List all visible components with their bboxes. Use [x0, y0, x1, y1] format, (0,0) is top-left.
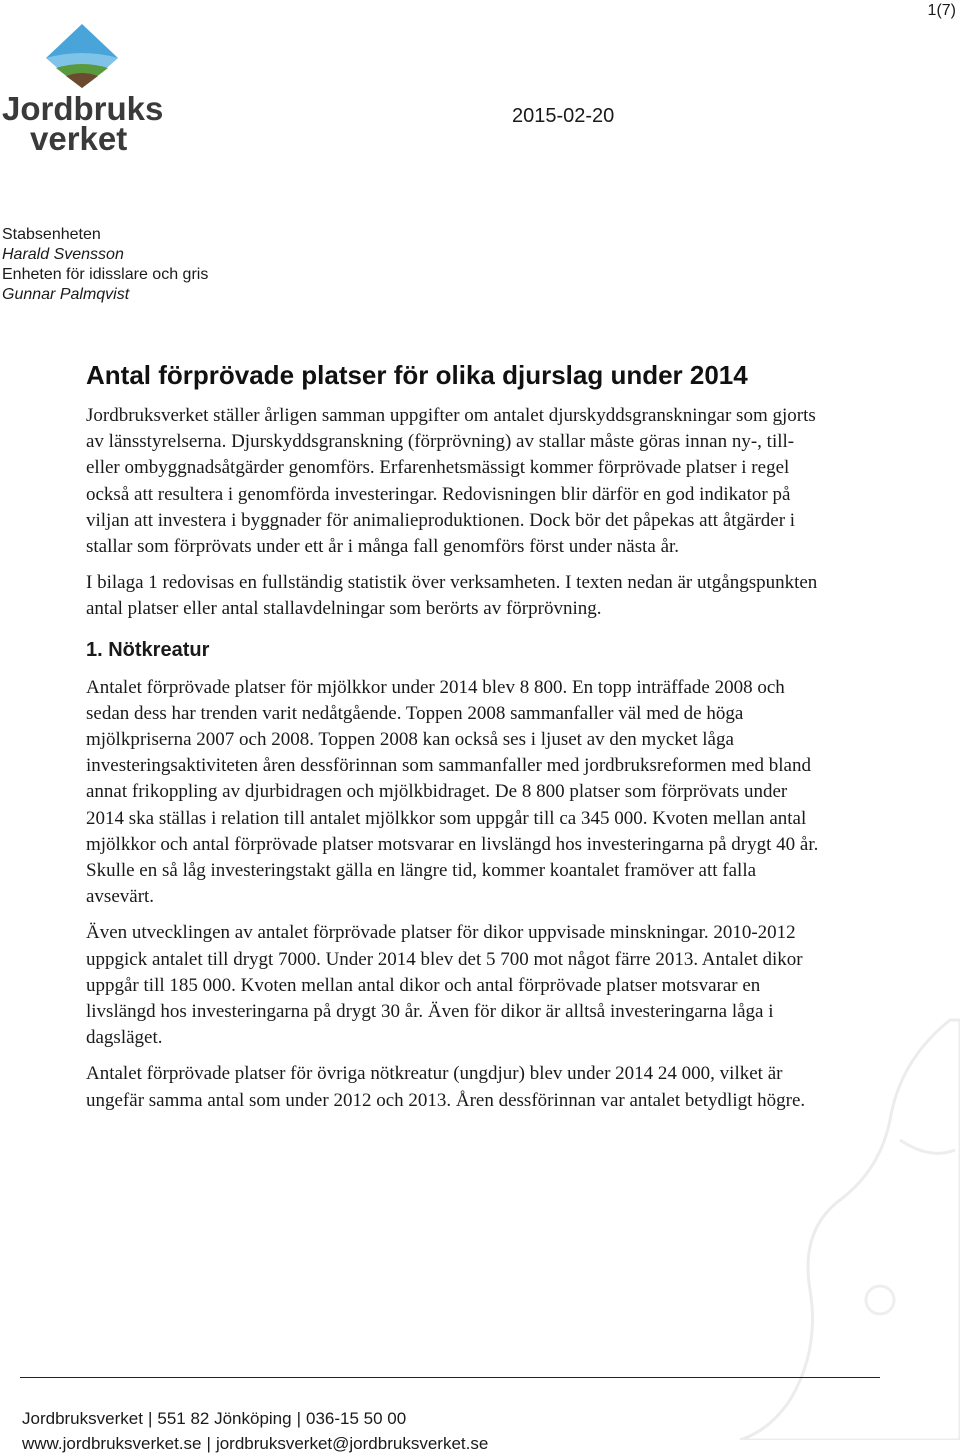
sender-person-2: Gunnar Palmqvist — [2, 286, 130, 303]
paragraph-intro: Jordbruksverket ställer årligen samman uppgifter om antalet djurskyddsgranskningar som gjorts av länsstyrelserna. Djurskyddsgranskning (förprövning) av stallar måste göras innan ny-, till- eller ombyggnadsåtgärder genomförs. Erfarenhetsmässigt kommer förprövade platser i regel också att resultera i genomförda investeringar. Redovisningen blir därför en god indikator på viljan att investera i byggnader för animalieproduktionen. Dock bör det påpekas att åtgärder i stallar som förprövats under ett år i många fall genomförs först under nästa år. — [86, 405, 816, 558]
footer-phone: 036-15 50 00 — [306, 1409, 407, 1428]
footer-line-2: www.jordbruksverket.se | jordbruksverket@jordbruksverket.se — [22, 1434, 489, 1453]
document-title: Antal förprövade platser för olika djurslag under 2014 — [86, 360, 748, 390]
footer-org: Jordbruksverket — [22, 1409, 143, 1428]
paragraph-appendix: I bilaga 1 redovisas en fullständig statistik över verksamheten. I texten nedan är utgångspunkten antal platser eller antal stallavdelningar som berörts av förprövning. — [86, 572, 818, 620]
logo-wordmark-line2: verket — [30, 120, 128, 157]
footer-email-link[interactable]: jordbruksverket@jordbruksverket.se — [215, 1434, 489, 1453]
logo-wordmark-line1: Jordbruks — [2, 90, 164, 127]
section-heading-notkreatur: 1. Nötkreatur — [86, 638, 210, 661]
jordbruksverket-logo — [0, 18, 170, 158]
page-number: 1(7) — [927, 2, 956, 19]
paragraph-dikor: Även utvecklingen av antalet förprövade platser för dikor uppvisade minskningar. 2010-2012 uppgick antalet till drygt 7000. Under 2014 blev det 5 700 mot något färre 2013. Antalet dikor uppgår till 185 000. Kvoten mellan antal dikor och antal förprövade platser motsvarar en livslängd hos investeringarna på drygt 30 år. Även för dikor är alltså investeringarna låga i dagsläget. — [86, 922, 803, 1049]
sender-unit-2: Enheten för idisslare och gris — [2, 266, 209, 283]
sender-unit-1: Stabsenheten — [2, 226, 101, 243]
sender-person-1: Harald Svensson — [2, 246, 124, 263]
footer — [22, 1406, 488, 1456]
footer-website-link[interactable]: www.jordbruksverket.se — [22, 1434, 202, 1453]
footer-line-1: Jordbruksverket | 551 82 Jönköping | 036-15 50 00 — [22, 1409, 407, 1428]
logo-soil-shape — [66, 73, 98, 88]
footer-divider — [20, 1377, 880, 1378]
cow-watermark-icon — [700, 1000, 960, 1440]
paragraph-ovriga-notkreatur: Antalet förprövade platser för övriga nötkreatur (ungdjur) blev under 2014 24 000, vilket är ungefär samma antal som under 2012 och 2013. Åren dessförinnan var antalet betydligt högre. — [86, 1063, 806, 1111]
document-date: 2015-02-20 — [512, 105, 615, 127]
sender-block — [2, 225, 208, 305]
footer-address: 551 82 Jönköping — [157, 1409, 292, 1428]
paragraph-mjolkkor: Antalet förprövade platser för mjölkkor under 2014 blev 8 800. En topp inträffade 2008 och sedan dess har trenden varit nedåtgående. Toppen 2008 sammanfaller väl med de höga mjölkpriserna 2007 och 2008. Toppen 2008 kan också ses i ljuset av den mycket låga investeringsaktiviteten åren dessförinnan som sammanfaller med jordbruksreformen med bland annat frikoppling av djurbidragen och mjölkbidraget. De 8 800 platser som förprövats under 2014 ska ställas i relation till antalet mjölkkor som uppgår till ca 345 000. Kvoten mellan antal mjölkkor och antal förprövade platser motsvarar en livslängd hos investeringarna på drygt 40 år. Skulle en så låg investeringstakt gälla en längre tid, kommer koantalet framöver att falla avsevärt. — [86, 676, 819, 908]
